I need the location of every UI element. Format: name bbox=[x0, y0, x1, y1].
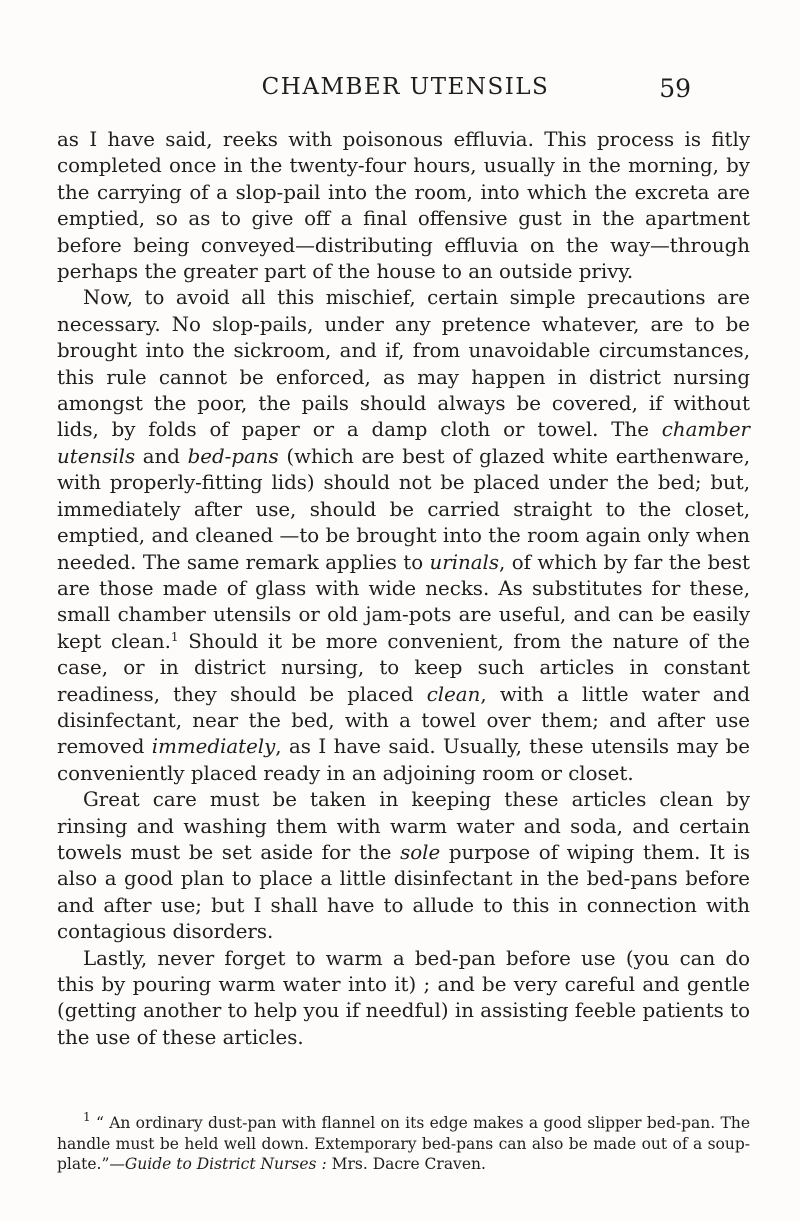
text-run: purpose of wiping them. It is also a good plan to place a little disinfectant in the bed-pans before and after use; but I shall have to allude to this in connection with contagious disorders. bbox=[57, 840, 750, 944]
body-text bbox=[57, 127, 750, 1051]
italic-phrase: immediately bbox=[151, 735, 276, 759]
text-run: as I have said, reeks with poisonous effluvia. This process is fitly completed once in the twenty-four hours, usually in the morning, by the carrying of a slop-pail into the room, into which the excreta are emptied, so as to give off a final offensive gust in the apartment before being conveyed—distributing effluvia on the way—through perhaps the greater part of the house to an outside privy. bbox=[57, 128, 750, 284]
paragraph-precautions bbox=[57, 285, 750, 787]
italic-phrase: chamber utensils bbox=[57, 418, 750, 468]
text-run: Great care must be taken in keeping these articles clean by rinsing and washing them with warm water and soda, and certain towels must be set aside for the bbox=[57, 788, 750, 864]
text-run: and bbox=[135, 444, 188, 468]
text-run: Now, to avoid all this mischief, certain simple precautions are necessary. No slop-pails, under any pretence whatever, are to be brought into the sickroom, and if, from unavoidable circumstances, this rule cannot be enforced, as may happen in district nursing amongst the poor, the pails should always be covered, if without lids, by folds of paper or a damp cloth or towel. The bbox=[57, 286, 750, 442]
italic-phrase: sole bbox=[400, 840, 441, 864]
footnote-1 bbox=[57, 1110, 750, 1175]
text-run: , of which by far the best are those made of glass with wide necks. As substitutes for these, small chamber utensils or old jam-pots are useful, and can be easily kept clean. bbox=[57, 550, 750, 653]
running-head bbox=[120, 74, 691, 110]
footnote-marker: 1 bbox=[170, 629, 179, 644]
paragraph-cleaning bbox=[57, 787, 750, 945]
italic-phrase: urinals bbox=[429, 550, 500, 574]
page-number: 59 bbox=[659, 74, 691, 103]
text-run: Should it be more convenient, from the nature of the case, or in district nursing, to keep such articles in constant readiness, they should be placed bbox=[57, 629, 750, 706]
paragraph-continuation bbox=[57, 127, 750, 285]
text-run: , with a little water and disinfectant, near the bed, with a towel over them; and after use removed bbox=[57, 682, 750, 759]
text-run: “ An ordinary dust-pan with flannel on its edge makes a good slipper bed-pan. The handle must be held well down. Extemporary bed-pans can also be made out of a soup-plate.”— bbox=[57, 1114, 750, 1173]
italic-phrase: clean bbox=[426, 682, 481, 706]
footnotes bbox=[57, 1110, 750, 1175]
footnote-marker: 1 bbox=[83, 1110, 91, 1124]
text-run: Lastly, never forget to warm a bed-pan before use (you can do this by pouring warm water into it) ; and be very careful and gentle (getting another to help you if needful) in assisting feeble patients to the use of these articles. bbox=[57, 946, 750, 1049]
text-run: (which are best of glazed white earthenware, with properly-fitting lids) should not be placed under the bed; but, immediately after use, should be carried straight to the closet, emptied, and cleaned —to be brought into the room again only when needed. The same remark applies to bbox=[57, 444, 750, 574]
italic-phrase: bed-pans bbox=[187, 444, 279, 468]
text-run: Mrs. Dacre Craven. bbox=[326, 1155, 486, 1173]
text-run: , as I have said. Usually, these utensils may be conveniently placed ready in an adjoining room or closet. bbox=[57, 735, 750, 785]
paragraph-warming bbox=[57, 946, 750, 1052]
italic-phrase: Guide to District Nurses : bbox=[124, 1155, 327, 1173]
running-title: CHAMBER UTENSILS bbox=[261, 74, 550, 100]
